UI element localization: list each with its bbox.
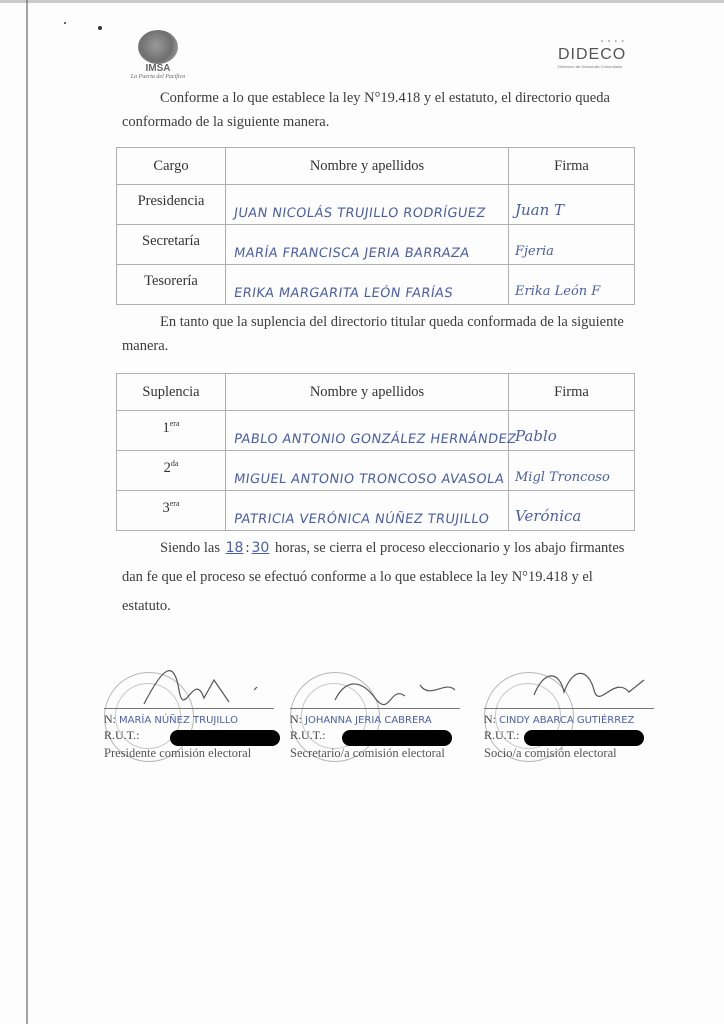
imsa-logo [118, 30, 198, 85]
handwritten-name: MARÍA FRANCISCA JERIA BARRAZA [232, 246, 471, 261]
substitute-table [116, 373, 635, 531]
n-label: N: [290, 712, 302, 726]
imsa-logo-tagline: La Puerta del Pacífico [130, 74, 186, 80]
cargo-cell: Presidencia [117, 185, 226, 225]
handwritten-name: JUAN NICOLÁS TRUJILLO RODRÍGUEZ [232, 206, 487, 221]
suplencia-ordinal: da [170, 459, 179, 468]
signatory-name: MARÍA NÚÑEZ TRUJILLO [119, 715, 238, 726]
n-label: N: [104, 712, 116, 726]
signature-scribble-icon [514, 660, 664, 708]
signatory-name-row [290, 712, 480, 727]
scan-edge-top [0, 0, 724, 3]
signature-line [290, 708, 460, 709]
redaction-bar [170, 730, 280, 746]
substitute-table-header [117, 374, 635, 411]
handwritten-name: MIGUEL ANTONIO TRONCOSO AVASOLA [232, 472, 506, 487]
closing-hour: 18 [225, 540, 244, 556]
signature-cell [509, 185, 635, 225]
rut-label: R.U.T.: [484, 728, 520, 742]
cargo-cell: Tesorería [117, 265, 226, 305]
signatory-name-row [104, 712, 294, 727]
table-row [117, 411, 635, 451]
name-cell [226, 411, 518, 451]
board-table [116, 147, 635, 305]
redaction-bar [342, 730, 452, 746]
redaction-bar [524, 730, 644, 746]
table-row [117, 265, 635, 305]
name-cell [226, 451, 509, 491]
substitute-paragraph-text: En tanto que la suplencia del directorio titular queda conformada de la siguiente manera. [122, 314, 624, 354]
signatory-name: JOHANNA JERIA CABRERA [305, 715, 432, 726]
scan-edge-left [26, 0, 28, 1024]
signatory-secretary [290, 660, 470, 770]
signature: Fjeria [515, 244, 554, 259]
signatory-member [484, 660, 664, 770]
signatory-president [104, 660, 284, 770]
suplencia-number: 3 [162, 499, 170, 516]
dideco-logo-subtitle: Dirección de Desarrollo Comunitario [558, 64, 623, 69]
signatory-role: Presidente comisión electoral [104, 746, 252, 760]
intro-paragraph-text: Conforme a lo que establece la ley N°19.418 y el estatuto, el directorio queda conformado de la siguiente manera. [122, 90, 610, 130]
signature-line [484, 708, 654, 709]
cargo-cell: Secretaría [117, 225, 226, 265]
suplencia-cell [117, 491, 226, 531]
signatory-role: Secretario/a comisión electoral [290, 746, 445, 760]
table-row [117, 451, 635, 491]
dideco-logo-name: DIDECO [558, 46, 627, 63]
signature-cell [509, 411, 635, 451]
name-cell [226, 265, 509, 305]
header-nombre: Nombre y apellidos [226, 374, 509, 411]
header-cargo: Cargo [117, 148, 226, 185]
signature-scribble-icon [134, 660, 264, 708]
header-firma: Firma [509, 374, 635, 411]
signature-scribble-icon [320, 660, 460, 708]
board-table-header [117, 148, 635, 185]
signature-cell [509, 491, 635, 531]
closing-paragraph: Siendo las 18 : 30 horas, se cierra el proceso eleccionario y los abajo firmantes dan fe que el proceso se efectuó conforme a lo que establece la ley N°19.418 y el estatuto. [122, 540, 625, 614]
signatory-name-row [484, 712, 674, 727]
handwritten-name: PABLO ANTONIO GONZÁLEZ HERNÁNDEZ [232, 432, 518, 447]
scan-speck [64, 22, 66, 24]
signature-cell [509, 265, 635, 305]
name-cell [226, 491, 509, 531]
signature: Juan T [515, 201, 565, 219]
suplencia-ordinal: era [169, 419, 180, 428]
name-cell [226, 225, 509, 265]
rut-label: R.U.T.: [290, 728, 326, 742]
handwritten-name: ERIKA MARGARITA LEÓN FARÍAS [232, 286, 454, 301]
closing-prefix: Siendo las [160, 540, 221, 556]
scan-speck [98, 26, 102, 30]
closing-suffix: horas, se cierra el proceso eleccionario y los abajo firmantes dan fe que el proceso se efectuó conforme a lo que establece la ley N°19.418 y el estatuto. [122, 540, 625, 614]
imsa-logo-name: IMSA [145, 63, 171, 74]
signature-cell [509, 451, 635, 491]
header-nombre: Nombre y apellidos [226, 148, 509, 185]
imsa-emblem-icon [138, 30, 178, 64]
name-cell [226, 185, 509, 225]
table-row [117, 225, 635, 265]
suplencia-number: 2 [163, 459, 171, 476]
suplencia-number: 1 [162, 419, 170, 436]
dideco-logo [558, 38, 633, 78]
intro-paragraph [122, 86, 630, 134]
suplencia-cell [117, 451, 226, 491]
table-row [117, 491, 635, 531]
header-firma: Firma [509, 148, 635, 185]
signatory-name: CINDY ABARCA GUTIÉRREZ [499, 715, 635, 726]
signature: Verónica [515, 507, 582, 525]
signature-line [104, 708, 274, 709]
n-label: N: [484, 712, 496, 726]
table-row [117, 185, 635, 225]
rut-label: R.U.T.: [104, 728, 140, 742]
signature: Migl Troncoso [515, 470, 610, 485]
substitute-paragraph [122, 310, 630, 358]
suplencia-ordinal: era [169, 499, 180, 508]
closing-minute: 30 [251, 540, 270, 556]
signatory-role: Socio/a comisión electoral [484, 746, 617, 760]
signature-cell [509, 225, 635, 265]
dideco-dots-icon: • • • • [600, 37, 625, 46]
signature: Pablo [515, 427, 557, 445]
signature: Erika León F [515, 284, 601, 299]
handwritten-name: PATRICIA VERÓNICA NÚÑEZ TRUJILLO [232, 512, 491, 527]
header-suplencia: Suplencia [117, 374, 226, 411]
suplencia-cell [117, 411, 226, 451]
